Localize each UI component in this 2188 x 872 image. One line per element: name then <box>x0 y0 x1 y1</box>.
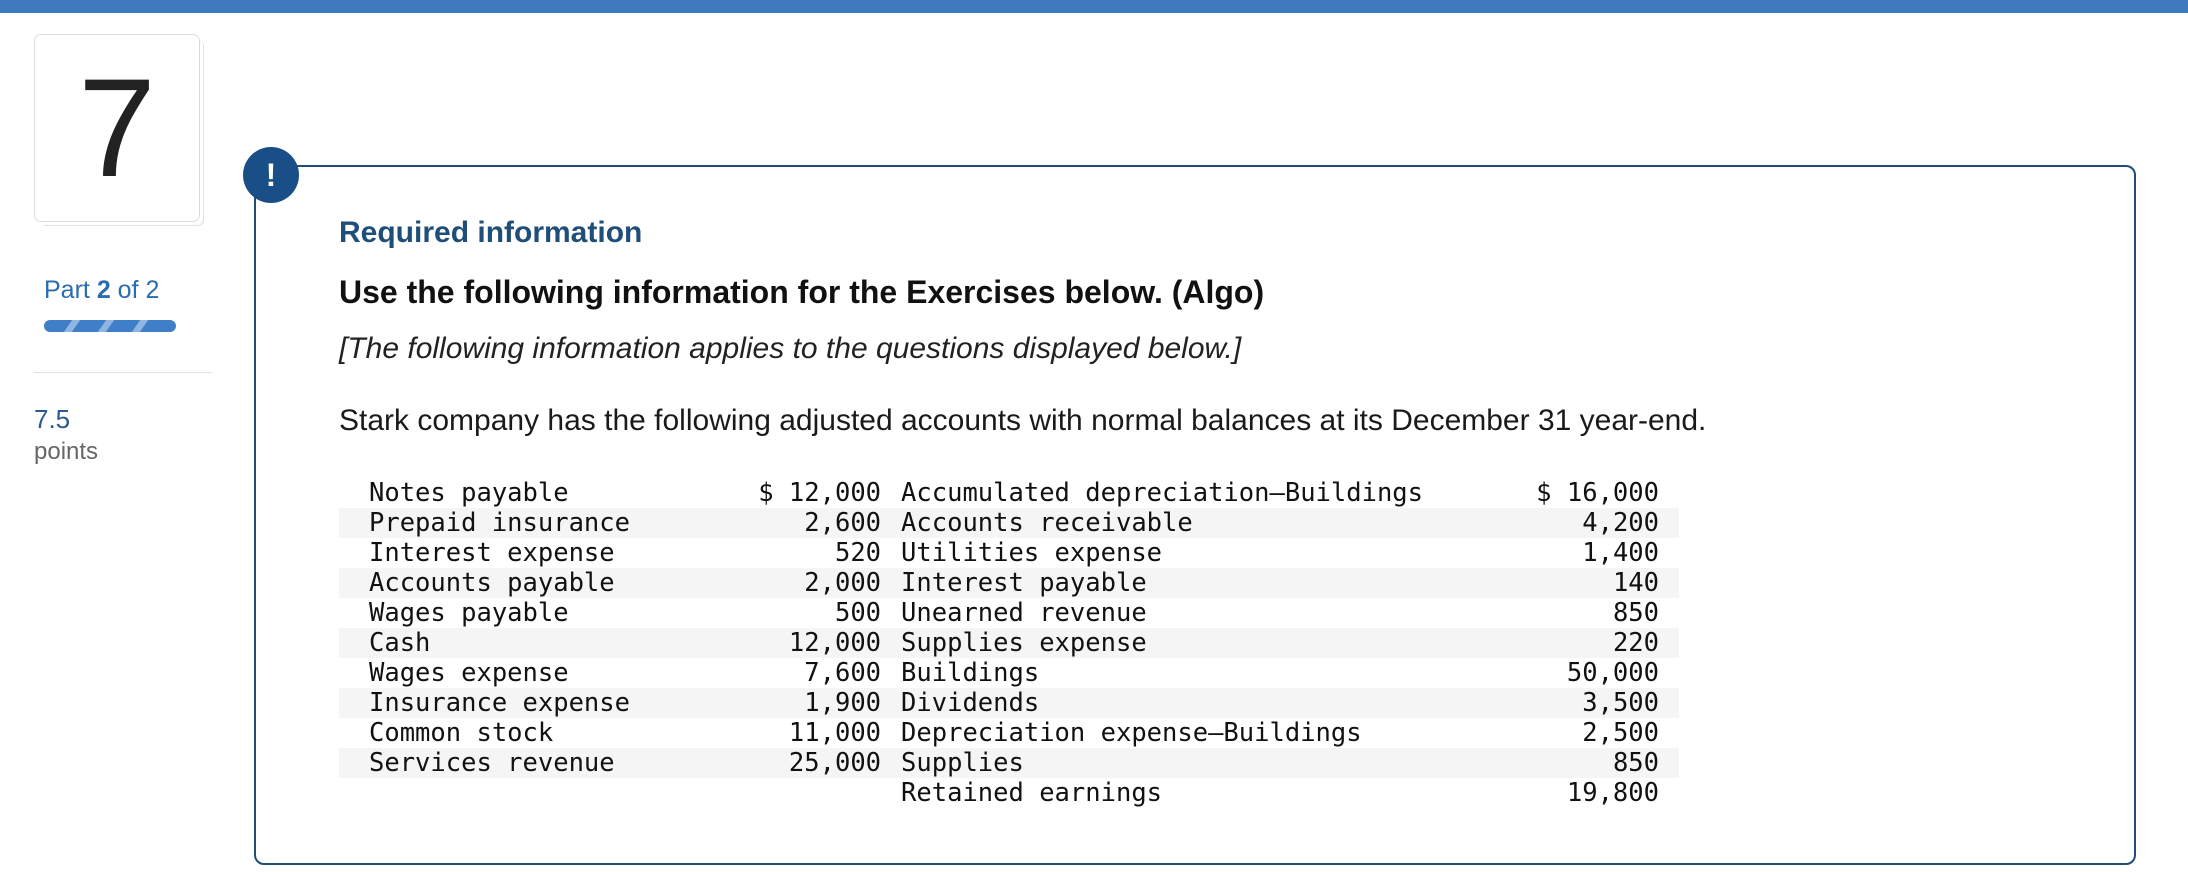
question-number: 7 <box>78 49 156 206</box>
account-amount: 1,400 <box>1582 538 1659 568</box>
account-amount: 25,000 <box>742 748 881 778</box>
top-accent-bar <box>0 0 2188 13</box>
question-number-card <box>34 34 200 222</box>
table-row <box>339 718 1679 748</box>
account-name: Supplies expense <box>881 628 1480 658</box>
table-row <box>339 658 1679 688</box>
accounts-table <box>339 478 1679 808</box>
account-name <box>339 778 742 808</box>
account-name: Wages payable <box>369 598 569 628</box>
account-name: Common stock <box>369 718 554 748</box>
account-amount: 11,000 <box>788 718 882 748</box>
left-divider <box>34 372 212 373</box>
account-name: Cash <box>339 628 742 658</box>
account-name: Accounts payable <box>339 568 742 598</box>
account-name: Depreciation expense—Buildings <box>901 718 1362 748</box>
required-info-title: Required information <box>339 216 643 249</box>
account-amount: $ 16,000 <box>1536 478 1659 508</box>
account-amount: 1,900 <box>742 688 881 718</box>
points-label: points <box>34 438 99 465</box>
account-name: Utilities expense <box>901 538 1163 568</box>
account-name: Supplies <box>881 748 1480 778</box>
account-amount: 140 <box>1480 568 1679 598</box>
account-amount: 7,600 <box>804 658 882 688</box>
intro-text: Stark company has the following adjusted accounts with normal balances at its December 31 year-end. <box>339 404 1707 437</box>
account-amount <box>742 778 881 808</box>
account-name: Services revenue <box>339 748 742 778</box>
account-amount: 850 <box>1480 748 1679 778</box>
account-amount: 4,200 <box>1480 508 1679 538</box>
table-row <box>339 568 1679 598</box>
table-row <box>339 778 1679 808</box>
part-of: of 2 <box>117 276 160 304</box>
account-name: Unearned revenue <box>901 598 1147 628</box>
table-row <box>339 598 1679 628</box>
table-row <box>339 508 1679 538</box>
account-name: Accounts receivable <box>881 508 1480 538</box>
part-label: Part <box>44 276 90 304</box>
account-amount: 850 <box>1612 598 1659 628</box>
account-name: Interest expense <box>369 538 615 568</box>
account-name: Accumulated depreciation—Buildings <box>901 478 1424 508</box>
account-name: Prepaid insurance <box>339 508 742 538</box>
table-row <box>339 478 1679 508</box>
applies-note: [The following information applies to the questions displayed below.] <box>339 332 1242 365</box>
account-amount: 220 <box>1480 628 1679 658</box>
account-amount: 500 <box>834 598 882 628</box>
account-amount: $ 12,000 <box>758 478 882 508</box>
account-amount: 12,000 <box>742 628 881 658</box>
progress-stripe <box>129 320 151 332</box>
account-name: Retained earnings <box>901 778 1163 808</box>
account-name: Buildings <box>901 658 1040 688</box>
progress-stripe <box>61 320 83 332</box>
account-amount: 2,600 <box>742 508 881 538</box>
part-progress-bar <box>44 320 176 332</box>
account-amount: 19,800 <box>1566 778 1659 808</box>
table-row <box>339 688 1679 718</box>
account-name: Notes payable <box>369 478 569 508</box>
table-row <box>339 538 1679 568</box>
account-amount: 50,000 <box>1566 658 1659 688</box>
account-name: Interest payable <box>881 568 1480 598</box>
points-value: 7.5 <box>34 404 71 434</box>
account-name: Dividends <box>881 688 1480 718</box>
table-row <box>339 628 1679 658</box>
table-row <box>339 748 1679 778</box>
exercise-title: Use the following information for the Exercises below. (Algo) <box>339 274 1265 310</box>
progress-stripe <box>95 320 117 332</box>
part-current: 2 <box>96 276 111 304</box>
account-amount: 3,500 <box>1480 688 1679 718</box>
part-indicator <box>44 276 159 305</box>
account-amount: 2,000 <box>742 568 881 598</box>
account-amount: 520 <box>834 538 882 568</box>
account-name: Wages expense <box>369 658 569 688</box>
account-name: Insurance expense <box>339 688 742 718</box>
account-amount: 2,500 <box>1582 718 1659 748</box>
alert-icon: ! <box>243 147 299 203</box>
